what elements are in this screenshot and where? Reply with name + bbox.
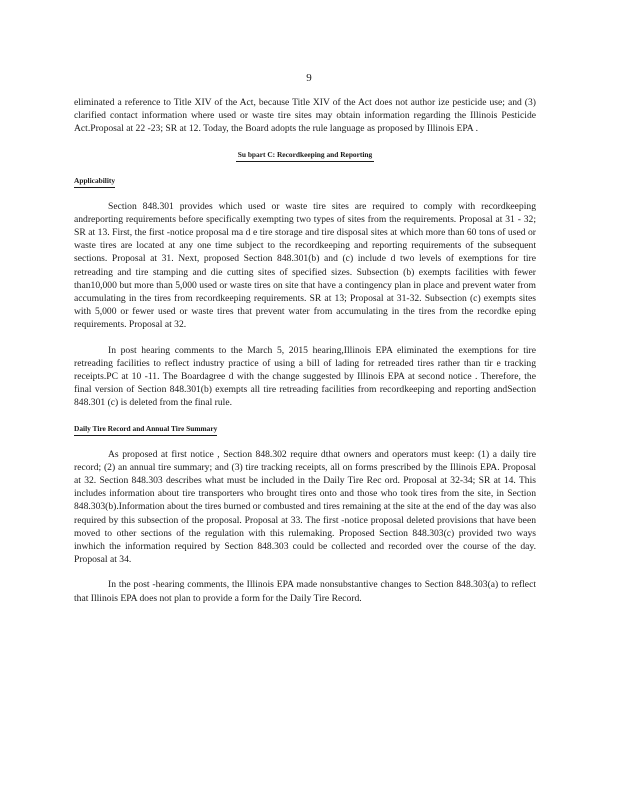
daily-tire-heading: [74, 424, 536, 436]
applicability-heading-text: Applicability: [74, 176, 115, 188]
paragraph-post-hearing-comments: In the post -hearing comments, the Illinois EPA made nonsubstantive changes to Section 848.303(a) to reflect that Illinois EPA does not plan to provide a form for the Daily Tire Record.: [74, 579, 536, 604]
paragraph-post-hearing: In post hearing comments to the March 5, 2015 hearing,Illinois EPA eliminated the exemptions for tire retreading facilities to reflect industry practice of using a bill of lading for retreaded tires rather than tir e tracking receipts.PC at 10 -11. The Boardagree d with the change suggested by Illinois EPA at second notice . Therefore, the final version of Section 848.301(b) exempts all tire retreading facilities from recordkeeping and reporting andSection 848.301 (c) is deleted from the final rule.: [74, 344, 536, 409]
paragraph-continuation: eliminated a reference to Title XIV of the Act, because Title XIV of the Act does not author ize pesticide use; and (3) clarified contact information where used or waste tire sites may obtain information regarding the Illinois Pesticide Act.Proposal at 22 -23; SR at 12. Today, the Board adopts the rule language as proposed by Illinois EPA .: [74, 97, 536, 135]
subpart-heading: [74, 150, 536, 162]
paragraph-section-848-302: As proposed at first notice , Section 848.302 require dthat owners and operators must keep: (1) a daily tire record; (2) an annual tire summary; and (3) tire tracking receipts, all on forms prescribed by the Illinois EPA. Proposal at 32. Section 848.303 describes what must be included in the Daily Tire Rec ord. Proposal at 32-34; SR at 14. This includes information about tire transporters who brought tires onto and those who took tires from the site, in Section 848.303(b).Information about the tires burned or combusted and tires remaining at the site at the end of the day was also required by this subsection of the proposal. Proposal at 33. The first -notice proposal deleted provisions that have been moved to other sections of the regulation with this rulemaking. Proposed Section 848.303(c) provided two ways inwhich the information required by Section 848.303 could be collected and recorded over the course of the day. Proposal at 34.: [74, 448, 536, 566]
daily-tire-heading-text: Daily Tire Record and Annual Tire Summary: [74, 424, 217, 436]
applicability-heading: [74, 176, 536, 188]
document-body: [74, 96, 536, 605]
page-number: 9: [306, 72, 312, 84]
subpart-heading-text: Su bpart C: Recordkeeping and Reporting: [236, 150, 374, 162]
paragraph-section-848-301: Section 848.301 provides which used or waste tire sites are required to comply with recordkeeping andreporting requirements before specifically exempting two types of sites from the requirements. Proposal at 31 - 32; SR at 13. First, the first -notice proposal ma d e tire storage and tire disposal sites at which more than 60 tons of used or waste tires are located at any one time subject to the recordkeeping and reporting requirements of the subsequent sections. Proposal at 31. Next, proposed Section 848.301(b) and (c) include d two levels of exemptions for tire retreading and tire stamping and die cutting sites of specified sizes. Subsection (b) exempts facilities with fewer than10,000 but more than 5,000 used or waste tires on site that have a contingency plan in place and prevent water from accumulating in the tires from recordkeeping requirements. SR at 13; Proposal at 31-32. Subsection (c) exempts sites with 5,000 or fewer used or waste tires that prevent water from accumulating in the tires from the recordke eping requirements. Proposal at 32.: [74, 200, 536, 331]
